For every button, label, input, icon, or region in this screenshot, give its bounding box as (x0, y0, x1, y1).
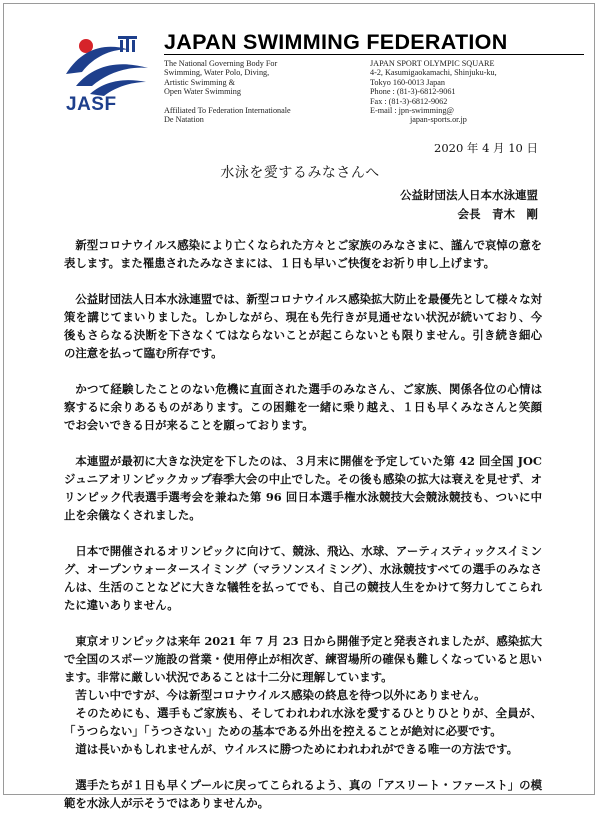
body-paragraph: 日本で開催されるオリンピックに向けて、競泳、飛込、水球、アーティスティックスイミング、オープンウォータースイミング（マラソンスイミング）、水泳競技すべての選手のみなさんは、生活のことなどに大きな犠牲を払ってでも、自己の競技人生をかけて努力してこられたに違いありません。 (64, 544, 542, 612)
email-line: E-mail : jpn-swimming@ (370, 106, 454, 116)
phone-line: Phone : (81-3)-6812-9061 (370, 87, 456, 97)
letter-title: 水泳を愛するみなさんへ (220, 165, 380, 181)
affiliation-line: De Natation (164, 115, 204, 125)
logo-wordmark: JASF (66, 94, 117, 115)
description-line: The National Governing Body For (164, 59, 278, 68)
body-paragraph: 苦しい中ですが、今は新型コロナウイルス感染の終息を待つ以外にありません。 (75, 688, 486, 702)
body-paragraph: 選手たちが１日も早くプールに戻ってこられるよう、真の「アスリート・ファースト」の模範を水泳人が示そうではありませんか。 (64, 778, 542, 810)
sender-name: 会長 青木 剛 (457, 207, 538, 221)
description-line: Open Water Swimming (164, 87, 241, 97)
fax-line: Fax : (81-3)-6812-9062 (370, 96, 448, 106)
body-paragraph: 公益財団法人日本水泳連盟では、新型コロナウイルス感染拡大防止を最優先として様々な対策を講じてまいりました。しかしながら、現在も先行きが見通せない状況が続いており、今後もさらなる決断を下さなくてはならないことが起こらないとも限りません。引き続き細心の注意を払って臨む所存です。 (64, 292, 542, 360)
header-divider (164, 54, 584, 55)
body-paragraph: 東京オリンピックは来年 2021 年 7 月 23 日から開催予定と発表されましたが、感染拡大で全国のスポーツ施設の営業・使用停止が相次ぎ、練習場所の確保も難しくなっていると思います。非常に厳しい状況であることは十二分に理解しています。 (64, 634, 542, 684)
body-paragraph: 新型コロナウイルス感染により亡くなられた方々とご家族のみなさまに、謹んで哀悼の意を表します。また罹患されたみなさまには、１日も早いご快復をお祈り申し上げます。 (64, 238, 542, 270)
address-line: Tokyo 160-0013 Japan (370, 77, 445, 87)
address-line: 4-2, Kasumigaokamachi, Shinjuku-ku, (370, 68, 497, 78)
letter-page (3, 3, 595, 810)
letter-date: 2020 年 4 月 10 日 (434, 141, 538, 155)
body-paragraph: 道は長いかもしれませんが、ウイルスに勝つためにわれわれができる唯一の方法です。 (75, 742, 519, 756)
affiliation-line: Affiliated To Federation Internationale (164, 105, 291, 115)
header-description (164, 59, 354, 124)
sender-organization: 公益財団法人日本水泳連盟 (400, 188, 538, 202)
header-contact (370, 59, 590, 125)
body-paragraph: そのためにも、選手もご家族も、そしてわれわれ水泳を愛するひとりひとりが、全員が、「うつらない」「うつさない」ための基本である外出を控えることが絶対に必要です。 (64, 706, 542, 738)
letter-body (64, 236, 542, 830)
description-line: Artistic Swimming & (164, 77, 235, 87)
body-paragraph: 本連盟が最初に大きな決定を下したのは、３月末に開催を予定していた第 42 回全国 JOC ジュニアオリンピックカップ春季大会の中止でした。その後も感染の拡大は衰えを見せず、オリンピック代表選手選考会を兼ねた第 96 回日本選手権水泳競技大会競泳競技も、ついに中止を余儀なくされました。 (64, 454, 542, 522)
letter-sender (400, 186, 538, 224)
description-line: Swimming, Water Polo, Diving, (164, 68, 270, 78)
email-line: japan-sports.or.jp (410, 115, 467, 125)
body-paragraph: かつて経験したことのない危機に直面された選手のみなさん、ご家族、関係各位の心情は察するに余りあるものがあります。この困難を一緒に乗り越え、１日も早くみなさんと笑顔でお会いできる日が来ることを願っております。 (64, 382, 542, 432)
address-line: JAPAN SPORT OLYMPIC SQUARE (370, 59, 495, 68)
organization-title: JAPAN SWIMMING FEDERATION (164, 30, 508, 54)
